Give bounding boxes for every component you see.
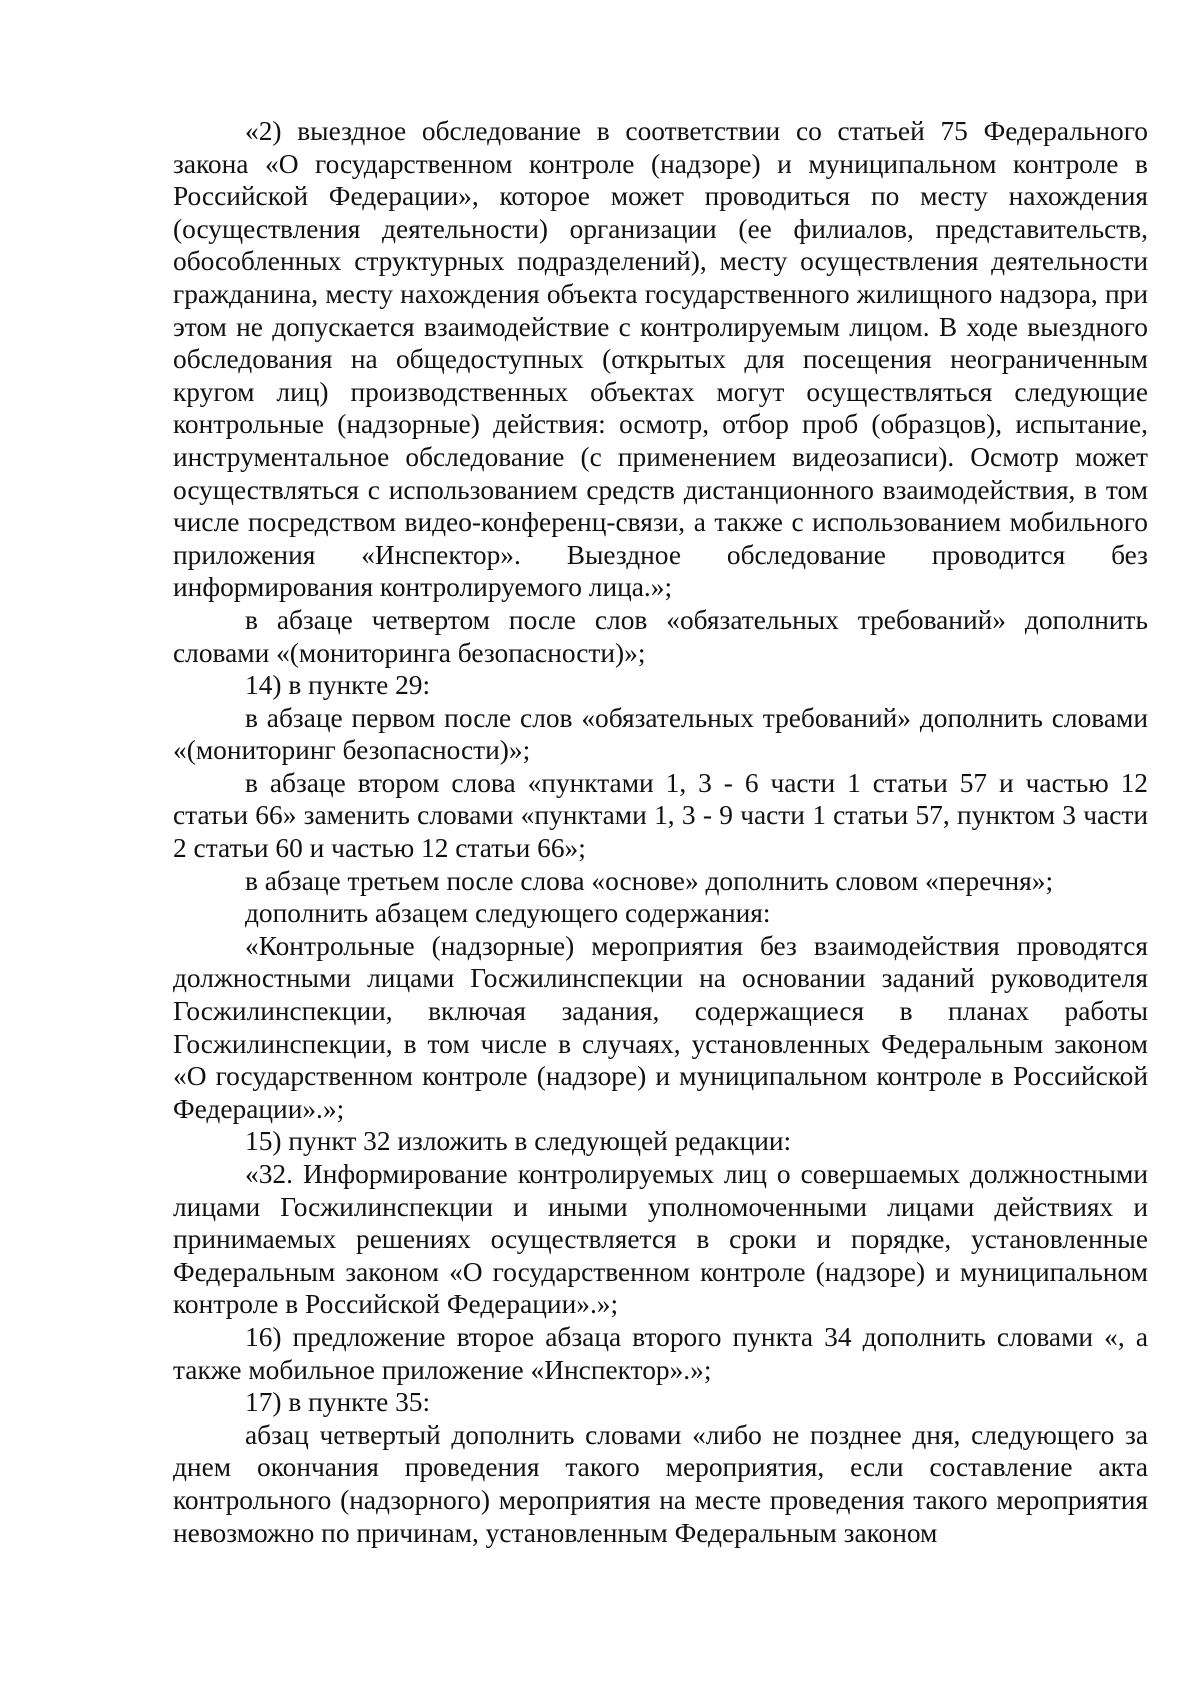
paragraph-abzats-4-amendment: в абзаце четвертом после слов «обязательных требований» дополнить словами «(мониторинга безопасности)»;	[173, 604, 1148, 668]
paragraph-item-32-text: «32. Информирование контролируемых лиц о совершаемых должностными лицами Госжилинспекции и иными уполномоченными лицами действиях и принимаемых решениях осуществляется в сроки и порядке, установленные Федеральным законом «О государственном контроле (надзоре) и муниципальном контроле в Российской Федерации».»;	[173, 1159, 1148, 1320]
paragraph-abzats-4-item-35: абзац четвертый дополнить словами «либо не позднее дня, следующего за днем окончания проведения такого мероприятия, если составление акта контрольного (надзорного) мероприятия на месте проведения такого мероприятия невозможно по причинам, установленным Федеральным законом	[173, 1419, 1148, 1548]
paragraph-item-17-heading: 17) в пункте 35:	[245, 1387, 431, 1418]
paragraph-add-abzats: дополнить абзацем следующего содержания:	[245, 898, 771, 929]
paragraph-item-16: 16) предложение второе абзаца второго пункта 34 дополнить словами «, а также мобильное приложение «Инспектор».»;	[173, 1321, 1148, 1385]
paragraph-abzats-1-amendment: в абзаце первом после слов «обязательных требований» дополнить словами «(мониторинг безопасности)»;	[173, 702, 1148, 766]
paragraph-abzats-3-amendment: в абзаце третьем после слова «основе» дополнить словом «перечня»;	[245, 865, 1054, 896]
paragraph-abzats-2-amendment: в абзаце втором слова «пунктами 1, 3 - 6 части 1 статьи 57 и частью 12 статьи 66» заменить словами «пунктами 1, 3 - 9 части 1 статьи 57, пунктом 3 части 2 статьи 60 и частью 12 статьи 66»;	[173, 767, 1148, 864]
paragraph-item-14-heading: 14) в пункте 29:	[245, 670, 431, 701]
paragraph-control-measures-text: «Контрольные (надзорные) мероприятия без взаимодействия проводятся должностными лицами Госжилинспекции на основании заданий руководителя Госжилинспекции, включая задания, содержащиеся в планах работы Госжилинспекции, в том числе в случаях, установленных Федеральным законом «О государственном контроле (надзоре) и муниципальном контроле в Российской Федерации».»;	[173, 930, 1148, 1124]
document-page	[173, 115, 1148, 1549]
paragraph-item-15-heading: 15) пункт 32 изложить в следующей редакции:	[245, 1126, 792, 1157]
paragraph-field-inspection-text: «2) выездное обследование в соответствии со статьей 75 Федерального закона «О государственном контроле (надзоре) и муниципальном контроле в Российской Федерации», которое может проводиться по месту нахождения (осуществления деятельности) организации (ее филиалов, представительств, обособленных структурных подразделений), месту осуществления деятельности гражданина, месту нахождения объекта государственного жилищного надзора, при этом не допускается взаимодействие с контролируемым лицом. В ходе выездного обследования на общедоступных (открытых для посещения неограниченным кругом лиц) производственных объектах могут осуществляться следующие контрольные (надзорные) действия: осмотр, отбор проб (образцов), испытание, инструментальное обследование (с применением видеозаписи). Осмотр может осуществляться с использованием средств дистанционного взаимодействия, в том числе посредством видео-конференц-связи, а также с использованием мобильного приложения «Инспектор». Выездное обследование проводится без информирования контролируемого лица.»;	[173, 116, 1148, 603]
